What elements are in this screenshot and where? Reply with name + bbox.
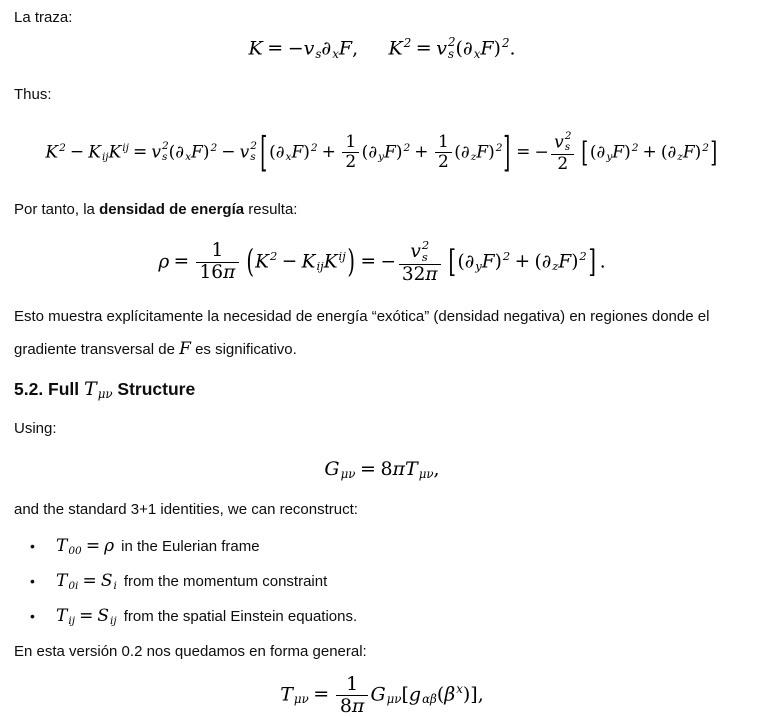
- list-item-t0i: [0, 565, 764, 600]
- inline-math-Tmunu: Tμν: [84, 377, 113, 402]
- bullet-icon: •: [30, 572, 35, 589]
- paragraph-la-traza: [0, 8, 764, 28]
- list-item-text: in the Eulerian frame: [121, 537, 260, 555]
- text: La traza:: [14, 9, 73, 26]
- text: Using:: [14, 419, 57, 437]
- text: En esta versión 0.2 nos quedamos en forma general:: [14, 642, 367, 660]
- text-post: resulta:: [244, 200, 298, 218]
- list-item-text: from the spatial Einstein equations.: [123, 607, 358, 625]
- list-item-t00: [0, 530, 764, 565]
- equation-tmunu-general: Tμν = $\frac{1}{8\pi}$ $G\mu\nu[g\alpha\beta(\beta^x)]$,: [280, 672, 484, 717]
- paragraph-standard-identities: [0, 500, 764, 520]
- paragraph-using: [0, 419, 764, 439]
- text-pre: Por tanto, la: [14, 200, 100, 218]
- paragraph-thus: [0, 85, 764, 105]
- equation-einstein: Gμν = 8πTμν,: [324, 457, 440, 482]
- paragraph-por-tanto: [0, 200, 764, 220]
- inline-math-F: F: [179, 338, 191, 359]
- text: and the standard 3+1 identities, we can reconstruct:: [14, 500, 358, 518]
- bullet-list: [0, 530, 764, 635]
- equation-k-squared-minus-kijkij: $K^2$ − KijK$^{ij}$ = v 2 s $(\partial xF)^2 - v$ 2 s [$(\partial xF)^2$ + $\frac{1}{2}$ $(\partial yF)^2$ + $\frac{1}{2}$ $(\partial zF)^2$] = − v 2 s 2 $[(\partial yF)^2 + (\partial zF)^2]$: [45, 127, 718, 177]
- equation-energy-density: ρ = $\frac{1}{16\pi}$ ($K^2$ − KijK$^{ij}$) = − v 2 s 32π $[(\partial yF)^2 + (\partial zF)^2]$ .: [158, 237, 606, 285]
- paragraph-version-02: [0, 642, 764, 662]
- text: Thus:: [14, 85, 52, 103]
- heading-text-post: Structure: [112, 378, 196, 399]
- section-heading-5-2: [0, 375, 764, 405]
- text-post: es significativo.: [190, 340, 297, 358]
- text-bold-densidad-de-energia: densidad de energía: [99, 200, 245, 218]
- inline-math-tij: Tij = Sij: [56, 605, 117, 627]
- bullet-icon: •: [30, 607, 35, 624]
- inline-math-t00: T00 = ρ: [56, 535, 115, 557]
- equation-trace: K = −vs∂xF, $K^2 = v$ 2 s $(\partial xF)^2$.: [248, 35, 516, 62]
- paragraph-exotic-energy: [0, 301, 764, 366]
- bullet-icon: •: [30, 537, 35, 554]
- text-pre: Esto muestra explícitamente la necesidad de energía “exótica” (densidad negativa) en regiones donde el gradiente transversal de: [14, 307, 710, 358]
- heading-text-pre: 5.2. Full: [14, 378, 85, 399]
- inline-math-t0i: T0i = Si: [56, 570, 117, 592]
- document: [0, 8, 764, 717]
- list-item-tij: [0, 600, 764, 635]
- list-item-text: from the momentum constraint: [123, 572, 328, 590]
